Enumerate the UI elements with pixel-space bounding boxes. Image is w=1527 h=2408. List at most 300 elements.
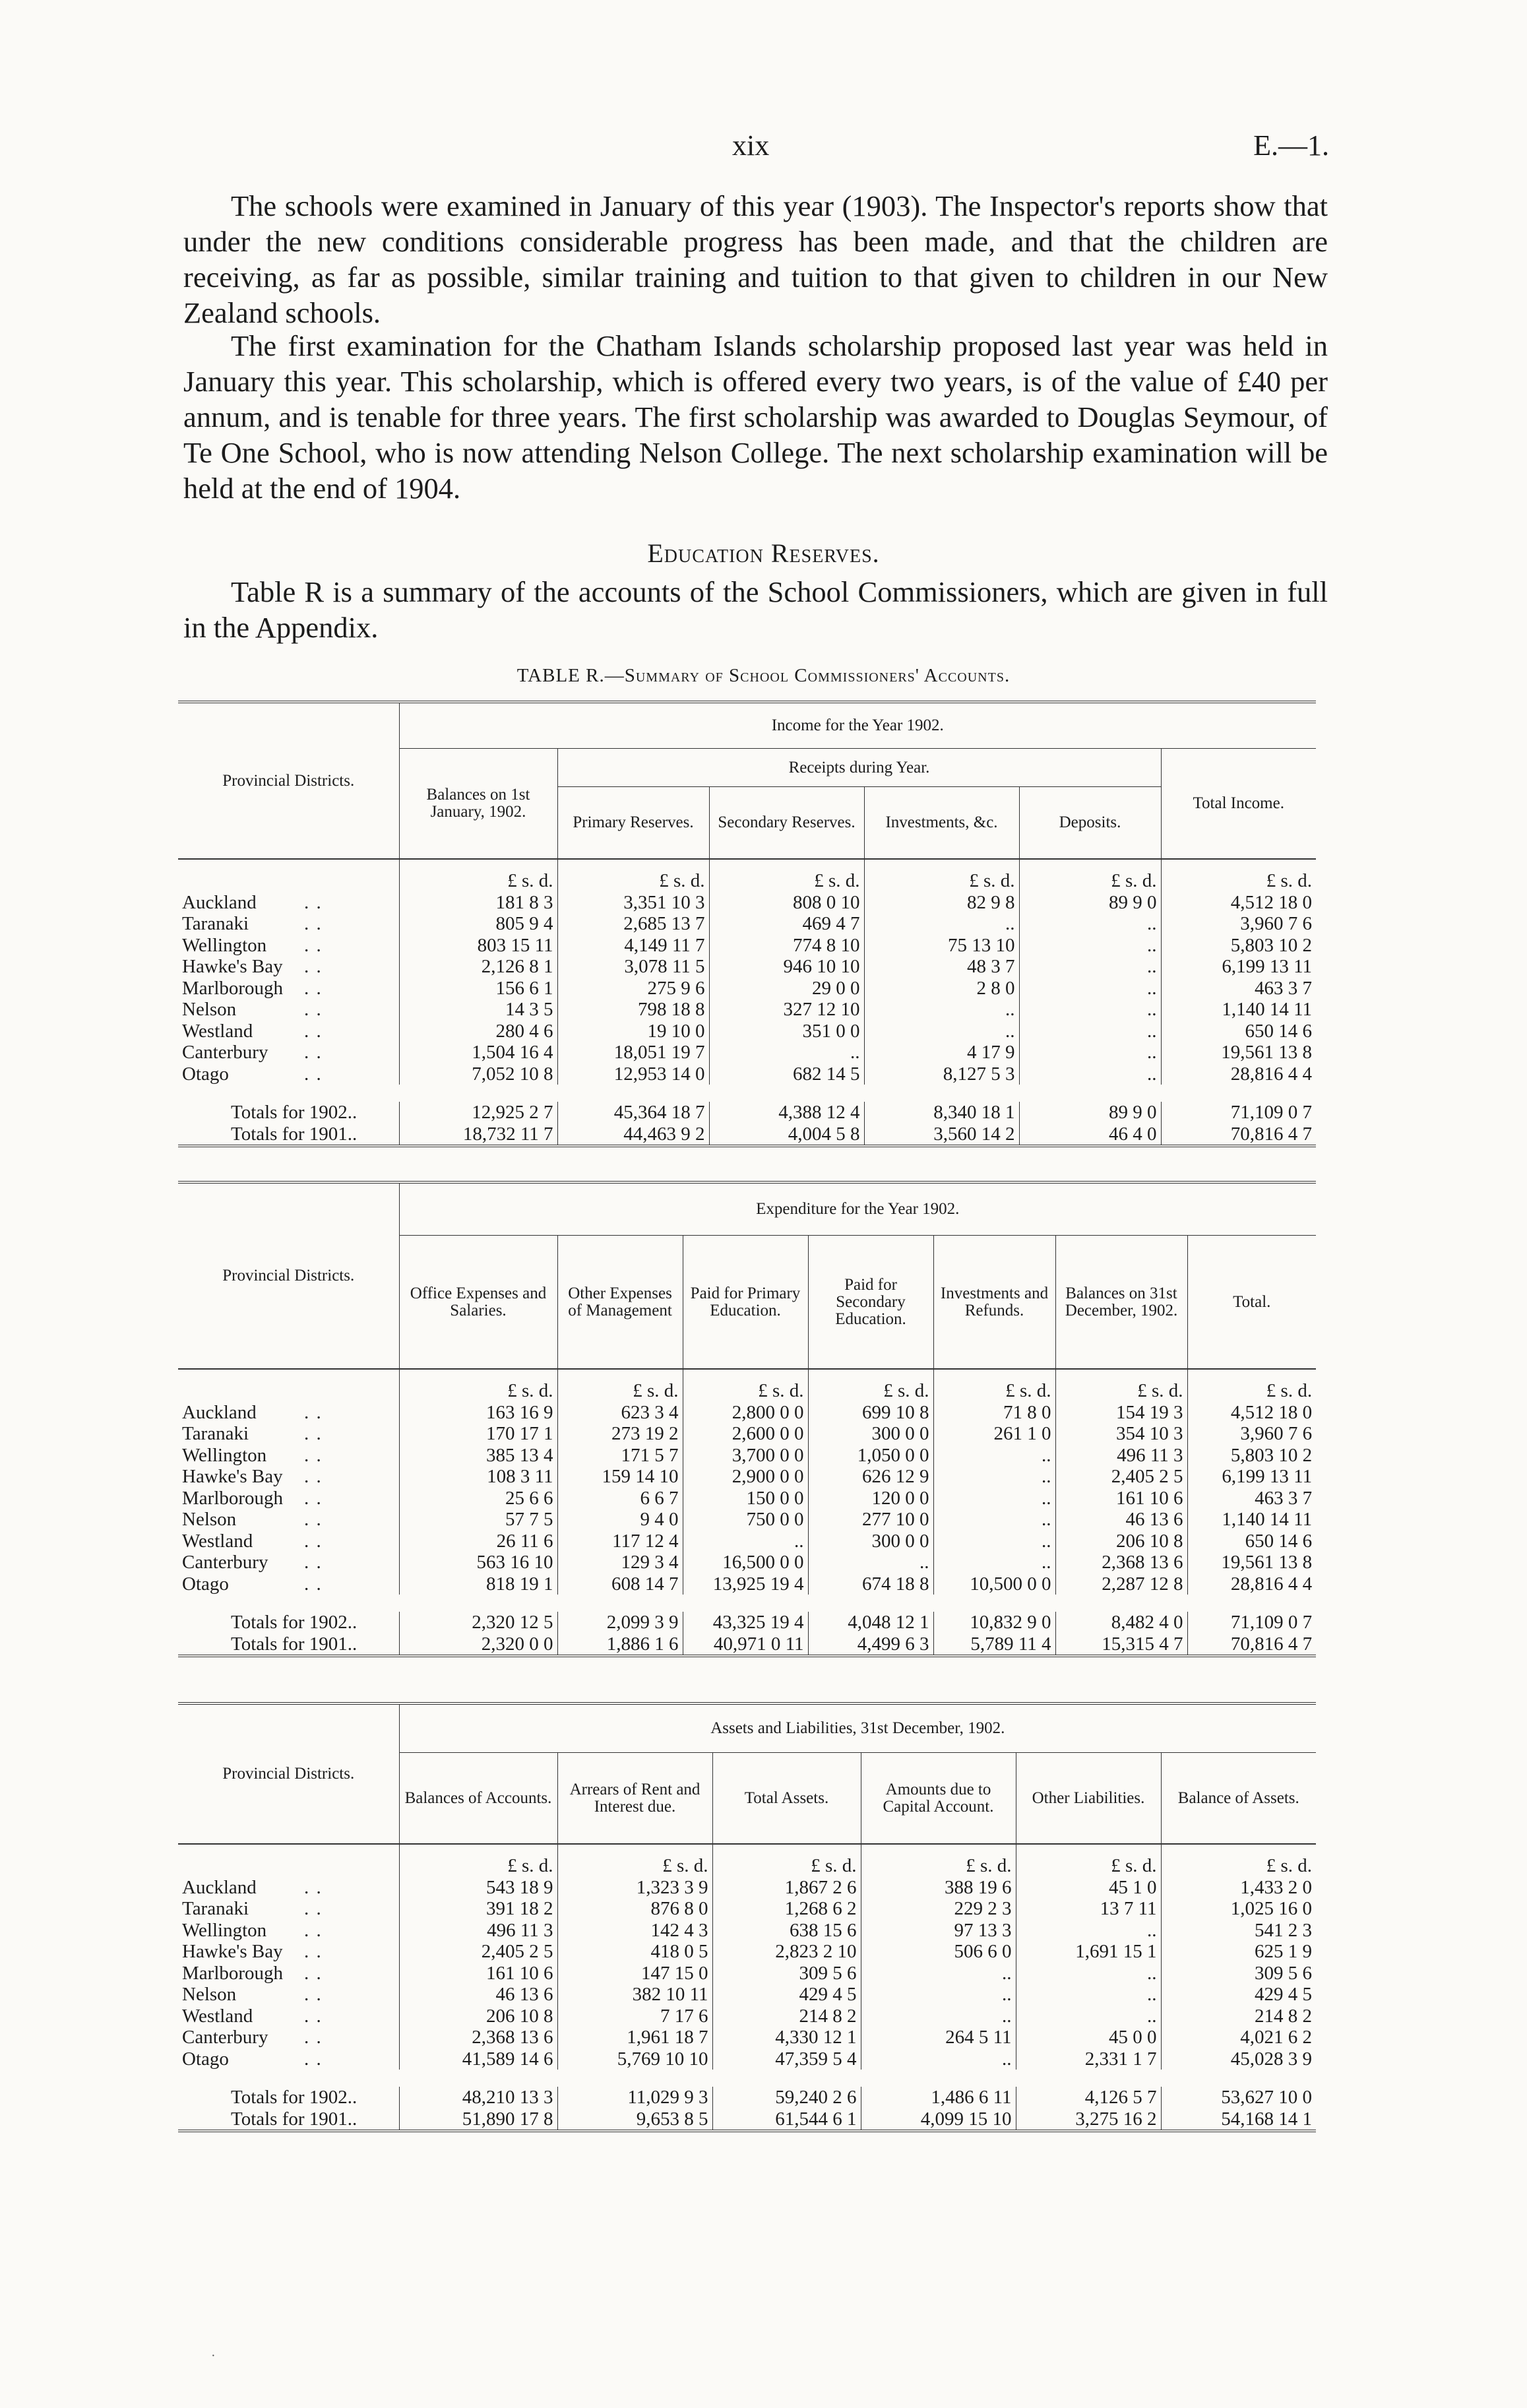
district-cell <box>178 1531 399 1552</box>
expenditure-units-row <box>178 1369 1316 1402</box>
table-cell: 2,685 13 7 <box>557 913 709 935</box>
table-cell: .. <box>1016 1920 1161 1942</box>
paragraph-1 <box>183 188 1328 331</box>
expenditure-col-investments: Investments and Refunds. <box>933 1236 1055 1369</box>
leader-dots: . . <box>304 934 323 956</box>
table-cell: .. <box>933 1445 1055 1467</box>
table-cell: .. <box>861 1984 1016 2006</box>
table-cell: .. <box>808 1552 933 1573</box>
table-cell: 14 3 5 <box>399 999 557 1021</box>
table-row <box>178 1509 1316 1531</box>
table-row <box>178 1941 1316 1963</box>
leader-dots: . . <box>304 1530 323 1552</box>
table-cell: 309 5 6 <box>712 1963 861 1984</box>
section-heading: Education Reserves. <box>647 538 880 568</box>
table-cell: 4,512 18 0 <box>1187 1402 1316 1424</box>
table-cell: 2,800 0 0 <box>683 1402 808 1424</box>
table-cell: 638 15 6 <box>712 1920 861 1942</box>
table-cell: 699 10 8 <box>808 1402 933 1424</box>
currency-units: £ s. d. <box>399 1844 557 1877</box>
district-cell <box>178 1898 399 1920</box>
table-row <box>178 1920 1316 1942</box>
totals-row <box>178 1124 1316 1147</box>
expenditure-col-other: Other Expenses of Management <box>557 1236 683 1369</box>
table-cell: .. <box>864 999 1019 1021</box>
totals-cell: 53,627 10 0 <box>1161 2087 1316 2108</box>
table-cell: 463 3 7 <box>1187 1488 1316 1509</box>
table-cell: 391 18 2 <box>399 1898 557 1920</box>
district-name: Wellington <box>182 1444 267 1466</box>
page-number: xix <box>732 129 770 162</box>
table-cell: 309 5 6 <box>1161 1963 1316 1984</box>
table-cell: 214 8 2 <box>712 2006 861 2027</box>
table-cell: .. <box>709 1042 864 1063</box>
district-cell <box>178 2006 399 2027</box>
table-cell: 2,287 12 8 <box>1055 1573 1187 1595</box>
leader-dots: . . <box>304 1876 323 1898</box>
currency-units: £ s. d. <box>1019 859 1161 892</box>
table-cell: 469 4 7 <box>709 913 864 935</box>
spacer-row <box>178 2070 1316 2087</box>
currency-units: £ s. d. <box>712 1844 861 1877</box>
currency-units: £ s. d. <box>1016 1844 1161 1877</box>
table-cell: 214 8 2 <box>1161 2006 1316 2027</box>
currency-units: £ s. d. <box>864 859 1019 892</box>
income-col-balances: Balances on 1st January, 1902. <box>399 749 557 860</box>
expenditure-body <box>178 1369 1316 1665</box>
table-cell: 28,816 4 4 <box>1161 1063 1316 1085</box>
table-cell: .. <box>1019 956 1161 978</box>
assets-group-header: Assets and Liabilities, 31st December, 1902. <box>399 1703 1316 1753</box>
district-cell <box>178 978 399 999</box>
table-cell: 429 4 5 <box>1161 1984 1316 2006</box>
leader-dots: . . <box>304 1898 323 1919</box>
district-cell <box>178 1941 399 1963</box>
margin-mark: · <box>211 2349 216 2363</box>
table-cell: 625 1 9 <box>1161 1941 1316 1963</box>
table-cell: 89 9 0 <box>1019 892 1161 914</box>
leader-dots: . . <box>304 1020 323 1042</box>
totals-cell: 4,126 5 7 <box>1016 2087 1161 2108</box>
table-cell: 47,359 5 4 <box>712 2048 861 2070</box>
table-cell: 2,368 13 6 <box>399 2027 557 2048</box>
district-cell <box>178 956 399 978</box>
table-row <box>178 1021 1316 1042</box>
leader-dots: . . <box>304 956 323 977</box>
totals-cell: 4,048 12 1 <box>808 1612 933 1633</box>
table-cell: 159 14 10 <box>557 1466 683 1488</box>
income-col-investments: Investments, &c. <box>864 787 1019 860</box>
district-name: Nelson <box>182 999 237 1020</box>
table-cell: 496 11 3 <box>399 1920 557 1942</box>
paragraph-1-text: The schools were examined in January of this year (1903). The Inspector's reports show that under the new conditions considerable progress has been made, and that the children are receiving, as far as possible, similar training and tuition to that given to children in our New Zealand schools. <box>183 189 1328 329</box>
table-cell: 273 19 2 <box>557 1423 683 1445</box>
leader-dots: . . <box>304 1401 323 1423</box>
district-cell <box>178 1509 399 1531</box>
income-group-header: Income for the Year 1902. <box>399 702 1316 749</box>
table-cell: 808 0 10 <box>709 892 864 914</box>
table-cell: .. <box>861 1963 1016 1984</box>
totals-cell: 44,463 9 2 <box>557 1124 709 1147</box>
table-cell: 1,268 6 2 <box>712 1898 861 1920</box>
district-name: Marlborough <box>182 1962 284 1984</box>
totals-cell: 70,816 4 7 <box>1187 1633 1316 1657</box>
totals-cell: 71,109 0 7 <box>1187 1612 1316 1633</box>
leader-dots: . . <box>304 891 323 913</box>
totals-cell: 59,240 2 6 <box>712 2087 861 2108</box>
table-row <box>178 1466 1316 1488</box>
table-row <box>178 1963 1316 1984</box>
table-cell: 3,078 11 5 <box>557 956 709 978</box>
table-cell: 45 0 0 <box>1016 2027 1161 2048</box>
table-row <box>178 1402 1316 1424</box>
assets-col-total-assets: Total Assets. <box>712 1753 861 1844</box>
table-row <box>178 892 1316 914</box>
district-name: Hawke's Bay <box>182 1466 283 1487</box>
currency-units: £ s. d. <box>399 859 557 892</box>
table-cell: 2,368 13 6 <box>1055 1552 1187 1573</box>
district-cell <box>178 1402 399 1424</box>
district-name: Taranaki <box>182 1898 249 1919</box>
table-cell: 650 14 6 <box>1187 1531 1316 1552</box>
currency-units: £ s. d. <box>1161 859 1316 892</box>
table-cell: 19 10 0 <box>557 1021 709 1042</box>
table-cell: .. <box>933 1531 1055 1552</box>
leader-dots: . . <box>304 1466 323 1487</box>
totals-cell: 4,004 5 8 <box>709 1124 864 1147</box>
table-cell: 7,052 10 8 <box>399 1063 557 1085</box>
currency-units: £ s. d. <box>933 1369 1055 1402</box>
table-cell: .. <box>861 2006 1016 2027</box>
table-cell: 1,867 2 6 <box>712 1877 861 1899</box>
district-cell <box>178 999 399 1021</box>
table-row <box>178 1531 1316 1552</box>
table-cell: 264 5 11 <box>861 2027 1016 2048</box>
table-cell: 388 19 6 <box>861 1877 1016 1899</box>
table-cell: 463 3 7 <box>1161 978 1316 999</box>
table-cell: .. <box>1019 913 1161 935</box>
table-row <box>178 1488 1316 1509</box>
totals-label: Totals for 1902.. <box>231 1612 358 1633</box>
totals-cell: 4,099 15 10 <box>861 2108 1016 2132</box>
district-cell <box>178 1552 399 1573</box>
table-cell: 261 1 0 <box>933 1423 1055 1445</box>
table-cell: 9 4 0 <box>557 1509 683 1531</box>
totals-cell: 3,560 14 2 <box>864 1124 1019 1147</box>
table-cell: 5,769 10 10 <box>557 2048 712 2070</box>
totals-cell: 8,482 4 0 <box>1055 1612 1187 1633</box>
totals-cell: 4,388 12 4 <box>709 1102 864 1124</box>
income-units-row <box>178 859 1316 892</box>
district-cell <box>178 935 399 957</box>
table-cell: .. <box>933 1552 1055 1573</box>
table-cell: .. <box>933 1466 1055 1488</box>
table-cell: 626 12 9 <box>808 1466 933 1488</box>
currency-units: £ s. d. <box>1187 1369 1316 1402</box>
leader-dots: . . <box>304 977 323 999</box>
table-cell: 543 18 9 <box>399 1877 557 1899</box>
income-col-secondary: Secondary Reserves. <box>709 787 864 860</box>
table-cell: 4,330 12 1 <box>712 2027 861 2048</box>
table-cell: .. <box>1016 1963 1161 1984</box>
table-cell: 28,816 4 4 <box>1187 1573 1316 1595</box>
assets-units-row <box>178 1844 1316 1877</box>
table-cell: 354 10 3 <box>1055 1423 1187 1445</box>
table-cell: 41,589 14 6 <box>399 2048 557 2070</box>
table-cell: 2,405 2 5 <box>399 1941 557 1963</box>
table-cell: 3,700 0 0 <box>683 1445 808 1467</box>
totals-cell: 71,109 0 7 <box>1161 1102 1316 1124</box>
leader-dots: . . <box>304 1509 323 1530</box>
currency-units: £ s. d. <box>861 1844 1016 1877</box>
table-cell: 142 4 3 <box>557 1920 712 1942</box>
table-row <box>178 1898 1316 1920</box>
table-cell: 181 8 3 <box>399 892 557 914</box>
table-cell: 2,405 2 5 <box>1055 1466 1187 1488</box>
district-name: Taranaki <box>182 1423 249 1444</box>
table-cell: 2,600 0 0 <box>683 1423 808 1445</box>
spacer-row <box>178 1085 1316 1102</box>
table-cell: 29 0 0 <box>709 978 864 999</box>
totals-cell: 11,029 9 3 <box>557 2087 712 2108</box>
currency-units: £ s. d. <box>1055 1369 1187 1402</box>
district-cell <box>178 913 399 935</box>
table-cell: 774 8 10 <box>709 935 864 957</box>
table-row <box>178 935 1316 957</box>
leader-dots: . . <box>304 2005 323 2027</box>
table-cell: 129 3 4 <box>557 1552 683 1573</box>
district-cell <box>178 2048 399 2070</box>
leader-dots: . . <box>304 1573 323 1595</box>
table-cell: 650 14 6 <box>1161 1021 1316 1042</box>
district-cell <box>178 1445 399 1467</box>
totals-cell: 46 4 0 <box>1019 1124 1161 1147</box>
totals-cell: 8,340 18 1 <box>864 1102 1019 1124</box>
table-cell: 385 13 4 <box>399 1445 557 1467</box>
table-cell: 150 0 0 <box>683 1488 808 1509</box>
totals-cell: 2,320 0 0 <box>399 1633 557 1657</box>
totals-cell: 1,886 1 6 <box>557 1633 683 1657</box>
table-row <box>178 1423 1316 1445</box>
table-cell: 7 17 6 <box>557 2006 712 2027</box>
table-cell: 170 17 1 <box>399 1423 557 1445</box>
table-cell: 154 19 3 <box>1055 1402 1187 1424</box>
district-name: Westland <box>182 2005 253 2027</box>
totals-cell: 2,320 12 5 <box>399 1612 557 1633</box>
leader-dots: . . <box>304 999 323 1020</box>
table-cell: 4,149 11 7 <box>557 935 709 957</box>
table-cell: .. <box>1019 1042 1161 1063</box>
table-cell: 1,691 15 1 <box>1016 1941 1161 1963</box>
table-cell: 3,351 10 3 <box>557 892 709 914</box>
expenditure-col-total: Total. <box>1187 1236 1316 1369</box>
table-cell: 418 0 5 <box>557 1941 712 1963</box>
totals-cell: 5,789 11 4 <box>933 1633 1055 1657</box>
table-cell: 25 6 6 <box>399 1488 557 1509</box>
table-cell: 608 14 7 <box>557 1573 683 1595</box>
table-cell: 750 0 0 <box>683 1509 808 1531</box>
table-cell: 351 0 0 <box>709 1021 864 1042</box>
district-cell <box>178 2027 399 2048</box>
currency-units: £ s. d. <box>399 1369 557 1402</box>
table-row <box>178 978 1316 999</box>
income-col-primary: Primary Reserves. <box>557 787 709 860</box>
table-cell: .. <box>861 2048 1016 2070</box>
district-name: Auckland <box>182 1876 257 1898</box>
table-cell: 541 2 3 <box>1161 1920 1316 1942</box>
expenditure-group-header: Expenditure for the Year 1902. <box>399 1182 1316 1236</box>
income-body <box>178 859 1316 1155</box>
income-receipts-header: Receipts during Year. <box>557 749 1161 787</box>
table-row <box>178 1984 1316 2006</box>
table-row <box>178 2006 1316 2027</box>
district-name: Taranaki <box>182 913 249 934</box>
table-cell: 4 17 9 <box>864 1042 1019 1063</box>
district-cell <box>178 1920 399 1942</box>
table-cell: 161 10 6 <box>1055 1488 1187 1509</box>
totals-cell: 9,653 8 5 <box>557 2108 712 2132</box>
table-cell: 805 9 4 <box>399 913 557 935</box>
district-name: Canterbury <box>182 1552 268 1573</box>
district-name: Otago <box>182 1573 229 1595</box>
table-cell: 19,561 13 8 <box>1187 1552 1316 1573</box>
table-cell: 6,199 13 11 <box>1187 1466 1316 1488</box>
leader-dots: . . <box>304 2027 323 2048</box>
table-cell: 163 16 9 <box>399 1402 557 1424</box>
table-cell: 3,960 7 6 <box>1161 913 1316 935</box>
table-cell: 682 14 5 <box>709 1063 864 1085</box>
table-cell: .. <box>864 1021 1019 1042</box>
table-cell: 876 8 0 <box>557 1898 712 1920</box>
table-row <box>178 1573 1316 1595</box>
currency-units: £ s. d. <box>557 859 709 892</box>
leader-dots: . . <box>304 1552 323 1573</box>
table-cell: .. <box>1019 999 1161 1021</box>
totals-cell: 89 9 0 <box>1019 1102 1161 1124</box>
table-row <box>178 2027 1316 2048</box>
totals-row <box>178 1102 1316 1124</box>
table-cell: 1,050 0 0 <box>808 1445 933 1467</box>
table-cell: 117 12 4 <box>557 1531 683 1552</box>
table-row <box>178 999 1316 1021</box>
table-cell: .. <box>933 1509 1055 1531</box>
table-cell: 275 9 6 <box>557 978 709 999</box>
totals-cell: 61,544 6 1 <box>712 2108 861 2132</box>
currency-units: £ s. d. <box>683 1369 808 1402</box>
district-cell <box>178 1573 399 1595</box>
totals-row <box>178 1612 1316 1633</box>
table-cell: 2,126 8 1 <box>399 956 557 978</box>
totals-cell: 2,099 3 9 <box>557 1612 683 1633</box>
table-cell: 45,028 3 9 <box>1161 2048 1316 2070</box>
income-table <box>178 701 1316 1155</box>
table-cell: 6,199 13 11 <box>1161 956 1316 978</box>
paragraph-2 <box>183 328 1328 506</box>
table-cell: 108 3 11 <box>399 1466 557 1488</box>
district-name: Nelson <box>182 1984 237 2005</box>
totals-label: Totals for 1901.. <box>231 1633 358 1655</box>
table-row <box>178 1552 1316 1573</box>
table-cell: 120 0 0 <box>808 1488 933 1509</box>
table-cell: 18,051 19 7 <box>557 1042 709 1063</box>
totals-label: Totals for 1902.. <box>231 1102 358 1123</box>
table-cell: .. <box>1019 1021 1161 1042</box>
totals-label: Totals for 1901.. <box>231 1123 358 1145</box>
table-cell: 2,823 2 10 <box>712 1941 861 1963</box>
table-cell: 563 16 10 <box>399 1552 557 1573</box>
spacer-row <box>178 1656 1316 1665</box>
paragraph-3 <box>183 574 1328 645</box>
totals-cell: 48,210 13 3 <box>399 2087 557 2108</box>
totals-cell: 51,890 17 8 <box>399 2108 557 2132</box>
table-cell: 1,504 16 4 <box>399 1042 557 1063</box>
totals-cell: 43,325 19 4 <box>683 1612 808 1633</box>
district-name: Hawke's Bay <box>182 1941 283 1962</box>
leader-dots: . . <box>304 1042 323 1063</box>
table-cell: 57 7 5 <box>399 1509 557 1531</box>
table-cell: 75 13 10 <box>864 935 1019 957</box>
table-cell: 946 10 10 <box>709 956 864 978</box>
district-cell <box>178 1423 399 1445</box>
totals-cell: 45,364 18 7 <box>557 1102 709 1124</box>
district-cell <box>178 1963 399 1984</box>
district-name: Westland <box>182 1530 253 1552</box>
district-name: Canterbury <box>182 1042 268 1063</box>
totals-row <box>178 2087 1316 2108</box>
income-stub-header: Provincial Districts. <box>222 771 355 790</box>
spacer-row <box>178 1595 1316 1612</box>
table-cell: 206 10 8 <box>399 2006 557 2027</box>
table-cell: 4,512 18 0 <box>1161 892 1316 914</box>
table-cell: 19,561 13 8 <box>1161 1042 1316 1063</box>
table-cell: 71 8 0 <box>933 1402 1055 1424</box>
totals-label: Totals for 1901.. <box>231 2108 358 2130</box>
totals-cell: 12,925 2 7 <box>399 1102 557 1124</box>
table-cell: 1,025 16 0 <box>1161 1898 1316 1920</box>
table-cell: 1,140 14 11 <box>1161 999 1316 1021</box>
table-cell: .. <box>933 1488 1055 1509</box>
totals-cell: 70,816 4 7 <box>1161 1124 1316 1147</box>
table-cell: .. <box>1016 2006 1161 2027</box>
leader-dots: . . <box>304 1919 323 1941</box>
district-name: Otago <box>182 1063 229 1085</box>
paragraph-3-text: Table R is a summary of the accounts of the School Commissioners, which are given in full in the Appendix. <box>183 575 1328 644</box>
totals-cell: 1,486 6 11 <box>861 2087 1016 2108</box>
expenditure-col-balances: Balances on 31st December, 1902. <box>1055 1236 1187 1369</box>
assets-table <box>178 1702 1316 2140</box>
table-cell: 1,961 18 7 <box>557 2027 712 2048</box>
income-col-total: Total Income. <box>1161 749 1316 860</box>
table-cell: 3,960 7 6 <box>1187 1423 1316 1445</box>
district-name: Auckland <box>182 1401 257 1423</box>
table-cell: 10,500 0 0 <box>933 1573 1055 1595</box>
expenditure-col-office: Office Expenses and Salaries. <box>399 1236 557 1369</box>
district-name: Canterbury <box>182 2027 268 2048</box>
table-cell: 26 11 6 <box>399 1531 557 1552</box>
totals-cell: 15,315 4 7 <box>1055 1633 1187 1657</box>
leader-dots: . . <box>304 1487 323 1509</box>
table-cell: .. <box>1019 978 1161 999</box>
table-cell: 5,803 10 2 <box>1187 1445 1316 1467</box>
table-cell: 48 3 7 <box>864 956 1019 978</box>
totals-cell: 54,168 14 1 <box>1161 2108 1316 2132</box>
table-cell: 147 15 0 <box>557 1963 712 1984</box>
totals-cell: 10,832 9 0 <box>933 1612 1055 1633</box>
table-cell: 46 13 6 <box>399 1984 557 2006</box>
assets-stub-header: Provincial Districts. <box>222 1765 355 1783</box>
district-cell <box>178 1063 399 1085</box>
currency-units: £ s. d. <box>709 859 864 892</box>
